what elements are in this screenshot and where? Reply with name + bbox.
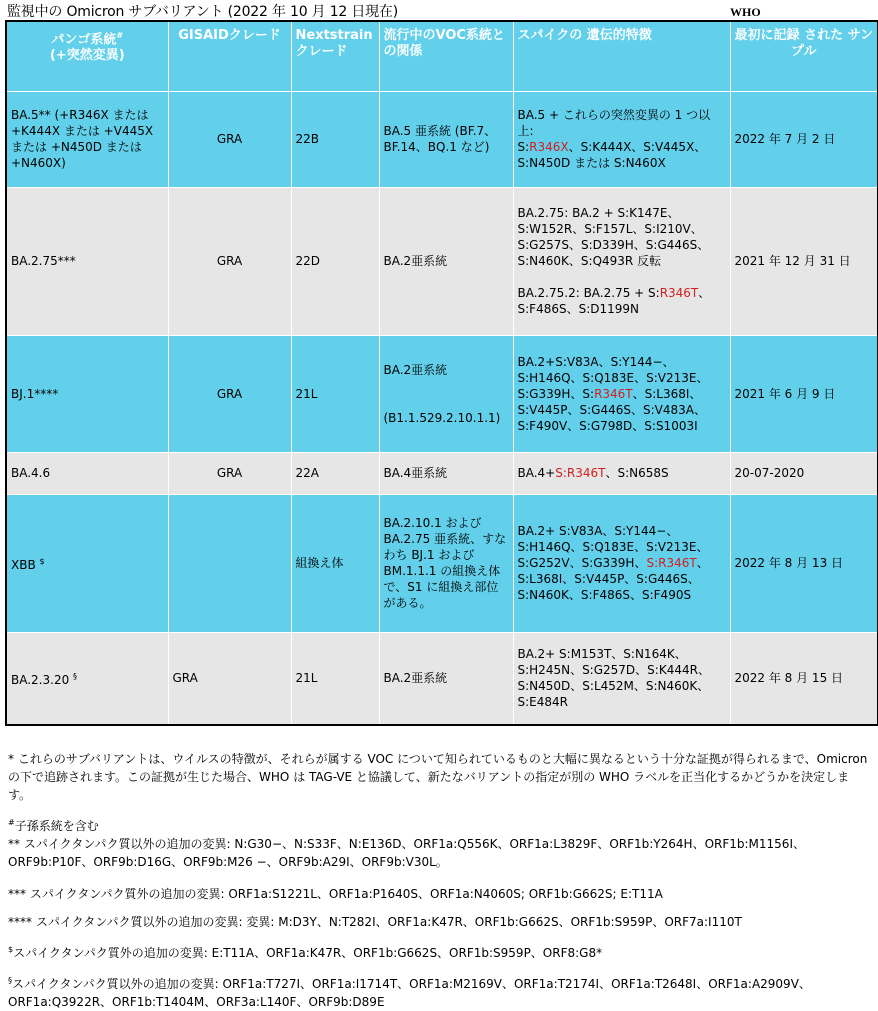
table-row bbox=[6, 452, 878, 494]
footnote-text: スパイクタンパク質外の追加の変異: E:T11A、ORF1a:K47R、ORF1b:G662S、ORF1b:S959P、ORF8:G8* bbox=[13, 946, 603, 960]
footnote bbox=[8, 941, 870, 962]
footnote-text: 子孫系統を含む bbox=[14, 819, 99, 833]
header-lineage-sub: (+突然変異) bbox=[49, 48, 125, 64]
spike-text: BA.5 + これらの突然変異の 1 つ以上: bbox=[517, 108, 711, 138]
voc-text: (B1.1.529.2.10.1.1) bbox=[383, 410, 501, 425]
header-first-sample: 最初に記録 された サンプル bbox=[730, 21, 878, 91]
cell-nextstrain: 22D bbox=[291, 187, 379, 335]
page-title: 監視中の Omicron サブバリアント (2022 年 10 月 12 日現在) bbox=[7, 4, 399, 20]
spike-text: 、S:K444X、S:V445X、 bbox=[568, 140, 707, 154]
spike-text: BA.2.75.2: BA.2.75 + S: bbox=[517, 286, 660, 300]
cell-voc: BA.2.10.1 および BA.2.75 亜系統、すなわち BJ.1 および BM.1.1.1 の組換え体で、S1 に組換え部位がある。 bbox=[379, 494, 513, 632]
spike-text: BA.2.75: BA.2 + S:K147E、S:W152R、S:F157L、S:I210V、S:G257S、S:D339H、S:G446S、S:N460K、S:Q493R 反転 bbox=[517, 206, 710, 268]
table-row bbox=[6, 632, 878, 725]
spike-text: 、S:F486S、S:D1199N bbox=[517, 286, 711, 316]
cell-nextstrain: 22B bbox=[291, 91, 379, 187]
cell-voc bbox=[379, 335, 513, 452]
cell-spike bbox=[513, 91, 730, 187]
spike-text: BA.2+ S:V83A、S:Y144−、S:H146Q、S:Q183E、S:V213E、S:G252V、S:G339H、 bbox=[517, 524, 709, 570]
cell-lineage: BA.2.75*** bbox=[6, 187, 168, 335]
cell-gisaid: GRA bbox=[168, 91, 291, 187]
cell-gisaid: GRA bbox=[168, 187, 291, 335]
table-row bbox=[6, 91, 878, 187]
footnotes bbox=[8, 750, 870, 1011]
voc-text: BA.2亜系統 bbox=[383, 362, 448, 377]
spike-text: BA.4+ bbox=[517, 466, 556, 480]
cell-spike bbox=[513, 335, 730, 452]
footnote: * これらのサブバリアントは、ウイルスの特徴が、それらが属する VOC について知られているものと大幅に異なるという十分な証拠が得られるまで、Omicron の下で追跡されます。この証拠が生じた場合、WHO は TAG-VE と協議して、新たなバリアントの指定が別の WHO ラベルを正当化するかどうかを決定します。 bbox=[8, 752, 868, 802]
header-lineage-text: パンゴ系統 bbox=[51, 32, 117, 48]
cell-gisaid: GRA bbox=[168, 335, 291, 452]
cell-nextstrain: 組換え体 bbox=[291, 494, 379, 632]
table-row bbox=[6, 187, 878, 335]
header-spike: スパイクの 遺伝的特徴 bbox=[513, 21, 730, 91]
cell-gisaid: GRA bbox=[168, 632, 291, 725]
spike-text: BA.2+S:V83A、S:Y144−、S:H146Q、S:Q183E、S:V213E、S:G339H、S: bbox=[517, 354, 709, 401]
footnote-mark: § bbox=[8, 976, 12, 985]
header-lineage-mark: # bbox=[116, 31, 124, 40]
spike-text: 、S:L368I、S:V445P、S:G446S、S:V483A、S:F490V、S:G798D、S:S1003I bbox=[517, 386, 706, 433]
cell-first-sample: 2022 年 8 月 13 日 bbox=[730, 494, 878, 632]
cell-lineage: BA.5** (+R346X または +K444X または +V445X または +N450D または +N460X) bbox=[6, 91, 168, 187]
cell-lineage: BJ.1**** bbox=[6, 335, 168, 452]
lineage-text: BA.2.3.20 bbox=[11, 672, 70, 687]
cell-spike: BA.2+ S:M153T、S:N164K、S:H245N、S:G257D、S:K444R、S:N450D、S:L452M、S:N460K、S:E484R bbox=[513, 632, 730, 725]
cell-nextstrain: 22A bbox=[291, 452, 379, 494]
lineage-text: XBB bbox=[11, 557, 36, 572]
spike-text: S:N450D または S:N460X bbox=[517, 156, 666, 170]
table-header-row bbox=[6, 21, 878, 91]
footnote bbox=[8, 814, 870, 835]
who-label: WHO bbox=[730, 5, 761, 19]
cell-first-sample: 20-07-2020 bbox=[730, 452, 878, 494]
cell-spike bbox=[513, 452, 730, 494]
spike-line bbox=[518, 285, 726, 317]
spike-highlight: R346T bbox=[594, 386, 633, 401]
cell-first-sample: 2021 年 6 月 9 日 bbox=[730, 335, 878, 452]
cell-first-sample: 2022 年 7 月 2 日 bbox=[730, 91, 878, 187]
cell-spike bbox=[513, 494, 730, 632]
footnote bbox=[8, 972, 870, 1011]
header-nextstrain: Nextstrain クレード bbox=[291, 21, 379, 91]
subvariant-table bbox=[5, 20, 878, 726]
cell-voc: BA.2亜系統 bbox=[379, 187, 513, 335]
header-voc: 流行中のVOC系統との関係 bbox=[379, 21, 513, 91]
cell-voc: BA.5 亜系統 (BF.7、BF.14、BQ.1 など) bbox=[379, 91, 513, 187]
footnote-mark: # bbox=[8, 818, 15, 827]
table-row bbox=[6, 335, 878, 452]
cell-first-sample: 2021 年 12 月 31 日 bbox=[730, 187, 878, 335]
cell-lineage: BA.4.6 bbox=[6, 452, 168, 494]
footnote-text: スパイクタンパク質以外の追加の変異: ORF1a:T727I、ORF1a:I1714T、ORF1a:M2169V、ORF1a:T2174I、ORF1a:T2648I、ORF1a:A2909V、ORF1a:Q3922R、ORF1b:T1404M、ORF3a:L140F、ORF9b:D89E bbox=[8, 977, 811, 1009]
cell-voc: BA.2亜系統 bbox=[379, 632, 513, 725]
spike-text: S: bbox=[517, 140, 530, 154]
lineage-mark: $ bbox=[39, 556, 45, 566]
spike-highlight: S:R346T bbox=[646, 556, 697, 570]
spike-text: 、S:N658S bbox=[605, 466, 669, 480]
spike-highlight: R346T bbox=[659, 286, 699, 300]
footnote-mark: $ bbox=[8, 945, 14, 954]
header-gisaid: GISAIDクレード bbox=[168, 21, 291, 91]
spike-highlight: R346X bbox=[529, 140, 569, 154]
cell-lineage bbox=[6, 494, 168, 632]
cell-first-sample: 2022 年 8 月 15 日 bbox=[730, 632, 878, 725]
footnote: **** スパイクタンパク質以外の追加の変異: 変異: M:D3Y、N:T282I、ORF1a:K47R、ORF1b:G662S、ORF1b:S959P、ORF7a:I110T bbox=[8, 915, 742, 929]
footnote: ** スパイクタンパク質以外の追加の変異: N:G30−、N:S33F、N:E136D、ORF1a:Q556K、ORF1a:L3829F、ORF1b:Y264H、ORF1b:M1156I、ORF9b:P10F、ORF9b:D16G、ORF9b:M26 −、ORF9b:A29I、ORF9b:V30L。 bbox=[8, 837, 805, 869]
cell-gisaid: GRA bbox=[168, 452, 291, 494]
cell-nextstrain: 21L bbox=[291, 632, 379, 725]
table-row bbox=[6, 494, 878, 632]
cell-nextstrain: 21L bbox=[291, 335, 379, 452]
lineage-mark: § bbox=[73, 671, 78, 681]
cell-spike bbox=[513, 187, 730, 335]
cell-voc: BA.4亜系統 bbox=[379, 452, 513, 494]
header-lineage bbox=[6, 21, 168, 91]
cell-lineage bbox=[6, 632, 168, 725]
spike-text: 、S:L368I、S:V445P、S:G446S、S:N460K、S:F486S、S:F490S bbox=[517, 556, 709, 602]
footnote: *** スパイクタンパク質外の追加の変異: ORF1a:S1221L、ORF1a:P1640S、ORF1a:N4060S; ORF1b:G662S; E:T11A bbox=[8, 887, 663, 901]
cell-gisaid bbox=[168, 494, 291, 632]
spike-highlight: S:R346T bbox=[555, 466, 606, 480]
